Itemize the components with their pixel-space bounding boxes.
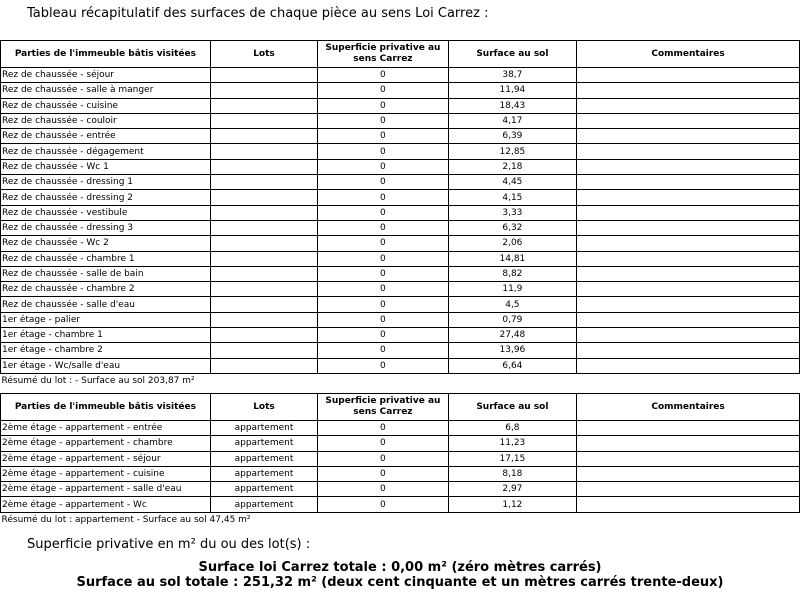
cell-partie: Rez de chaussée - dégagement [1, 144, 211, 159]
cell-lot [210, 328, 317, 343]
footer-sol-total: Surface au sol totale : 251,32 m² (deux cent cinquante et un mètres carrés trente-deux) [76, 575, 724, 590]
cell-lot [210, 144, 317, 159]
cell-surface-sol: 11,23 [448, 436, 576, 451]
cell-partie: 2ème étage - appartement - séjour [1, 451, 211, 466]
cell-commentaire [577, 236, 800, 251]
cell-surface-sol: 6,32 [448, 220, 576, 235]
cell-partie: 1er étage - chambre 1 [1, 328, 211, 343]
cell-commentaire [577, 343, 800, 358]
table-row [1, 159, 800, 174]
cell-partie: Rez de chaussée - salle de bain [1, 266, 211, 281]
cell-lot [210, 68, 317, 83]
lot-summary: Résumé du lot : appartement - Surface au sol 47,45 m² [1, 514, 251, 525]
table-row [1, 482, 800, 497]
cell-lot [210, 343, 317, 358]
cell-commentaire [577, 220, 800, 235]
cell-lot [210, 129, 317, 144]
cell-surface-sol: 2,18 [448, 159, 576, 174]
cell-carrez: 0 [318, 497, 448, 512]
cell-carrez: 0 [318, 482, 448, 497]
cell-carrez: 0 [318, 83, 448, 98]
cell-surface-sol: 8,82 [448, 266, 576, 281]
cell-carrez: 0 [318, 190, 448, 205]
cell-partie: 1er étage - chambre 2 [1, 343, 211, 358]
cell-lot [210, 159, 317, 174]
cell-surface-sol: 17,15 [448, 451, 576, 466]
table-row [1, 129, 800, 144]
header-parties: Parties de l'immeuble bâtis visitées [1, 394, 211, 421]
cell-lot [210, 220, 317, 235]
cell-carrez: 0 [318, 312, 448, 327]
cell-partie: Rez de chaussée - dressing 3 [1, 220, 211, 235]
cell-surface-sol: 27,48 [448, 328, 576, 343]
cell-carrez: 0 [318, 251, 448, 266]
table-row [1, 83, 800, 98]
cell-lot [210, 236, 317, 251]
cell-carrez: 0 [318, 236, 448, 251]
table-row [1, 328, 800, 343]
cell-surface-sol: 2,06 [448, 236, 576, 251]
cell-carrez: 0 [318, 220, 448, 235]
header-superficie: Superficie privative au sens Carrez [318, 41, 448, 68]
table-row [1, 175, 800, 190]
cell-commentaire [577, 175, 800, 190]
table-row [1, 98, 800, 113]
table-row [1, 266, 800, 281]
cell-partie: 1er étage - Wc/salle d'eau [1, 358, 211, 373]
header-surface-sol: Surface au sol [448, 41, 576, 68]
cell-commentaire [577, 205, 800, 220]
cell-surface-sol: 11,9 [448, 282, 576, 297]
header-superficie: Superficie privative au sens Carrez [318, 394, 448, 421]
cell-carrez: 0 [318, 436, 448, 451]
cell-carrez: 0 [318, 205, 448, 220]
cell-partie: Rez de chaussée - Wc 2 [1, 236, 211, 251]
cell-surface-sol: 2,97 [448, 482, 576, 497]
cell-lot [210, 190, 317, 205]
cell-lot [210, 251, 317, 266]
cell-partie: Rez de chaussée - salle à manger [1, 83, 211, 98]
table-2-body [1, 421, 800, 527]
cell-surface-sol: 18,43 [448, 98, 576, 113]
cell-lot [210, 83, 317, 98]
table-row [1, 144, 800, 159]
cell-lot [210, 98, 317, 113]
table-row [1, 251, 800, 266]
cell-commentaire [577, 266, 800, 281]
cell-commentaire [577, 482, 800, 497]
cell-carrez: 0 [318, 175, 448, 190]
cell-commentaire [577, 129, 800, 144]
cell-partie: Rez de chaussée - salle d'eau [1, 297, 211, 312]
cell-partie: Rez de chaussée - dressing 1 [1, 175, 211, 190]
cell-surface-sol: 1,12 [448, 497, 576, 512]
cell-commentaire [577, 297, 800, 312]
cell-carrez: 0 [318, 129, 448, 144]
cell-partie: 2ème étage - appartement - chambre [1, 436, 211, 451]
cell-commentaire [577, 497, 800, 512]
cell-commentaire [577, 190, 800, 205]
cell-partie: Rez de chaussée - Wc 1 [1, 159, 211, 174]
table-1-body [1, 68, 800, 388]
cell-commentaire [577, 113, 800, 128]
header-lots: Lots [210, 394, 317, 421]
header-commentaires: Commentaires [577, 394, 800, 421]
table-row [1, 421, 800, 436]
cell-commentaire [577, 358, 800, 373]
footer-superficie-label: Superficie privative en m² du ou des lot(s) : [27, 537, 311, 552]
cell-lot: appartement [210, 421, 317, 436]
cell-lot: appartement [210, 436, 317, 451]
cell-lot [210, 282, 317, 297]
cell-surface-sol: 6,39 [448, 129, 576, 144]
cell-commentaire [577, 421, 800, 436]
surfaces-table-2 [0, 393, 800, 527]
cell-lot [210, 113, 317, 128]
table-row [1, 205, 800, 220]
table-row [1, 497, 800, 512]
cell-surface-sol: 4,5 [448, 297, 576, 312]
cell-carrez: 0 [318, 358, 448, 373]
page-title: Tableau récapitulatif des surfaces de chaque pièce au sens Loi Carrez : [27, 6, 489, 21]
table-row [1, 297, 800, 312]
cell-carrez: 0 [318, 466, 448, 481]
table-row [1, 312, 800, 327]
surfaces-table-1 [0, 40, 800, 388]
table-row [1, 190, 800, 205]
cell-surface-sol: 6,64 [448, 358, 576, 373]
cell-partie: Rez de chaussée - dressing 2 [1, 190, 211, 205]
cell-partie: 2ème étage - appartement - Wc [1, 497, 211, 512]
cell-carrez: 0 [318, 297, 448, 312]
cell-partie: 2ème étage - appartement - cuisine [1, 466, 211, 481]
cell-partie: Rez de chaussée - entrée [1, 129, 211, 144]
cell-surface-sol: 13,96 [448, 343, 576, 358]
cell-carrez: 0 [318, 68, 448, 83]
cell-carrez: 0 [318, 159, 448, 174]
cell-surface-sol: 4,45 [448, 175, 576, 190]
table-header-row [1, 394, 800, 421]
footer-carrez-total: Surface loi Carrez totale : 0,00 m² (zéro mètres carrés) [198, 560, 602, 575]
cell-lot: appartement [210, 466, 317, 481]
cell-surface-sol: 14,81 [448, 251, 576, 266]
cell-commentaire [577, 466, 800, 481]
cell-partie: Rez de chaussée - couloir [1, 113, 211, 128]
cell-carrez: 0 [318, 328, 448, 343]
cell-lot [210, 297, 317, 312]
cell-carrez: 0 [318, 98, 448, 113]
cell-carrez: 0 [318, 421, 448, 436]
table-row [1, 113, 800, 128]
cell-surface-sol: 8,18 [448, 466, 576, 481]
cell-partie: Rez de chaussée - vestibule [1, 205, 211, 220]
cell-carrez: 0 [318, 266, 448, 281]
cell-lot [210, 205, 317, 220]
cell-lot [210, 266, 317, 281]
table-row [1, 68, 800, 83]
cell-lot: appartement [210, 482, 317, 497]
cell-lot: appartement [210, 497, 317, 512]
cell-commentaire [577, 68, 800, 83]
cell-lot [210, 175, 317, 190]
summary-row [1, 512, 800, 527]
cell-surface-sol: 3,33 [448, 205, 576, 220]
cell-commentaire [577, 159, 800, 174]
table-row [1, 282, 800, 297]
header-commentaires: Commentaires [577, 41, 800, 68]
cell-commentaire [577, 144, 800, 159]
cell-partie: Rez de chaussée - chambre 1 [1, 251, 211, 266]
cell-commentaire [577, 436, 800, 451]
cell-partie: Rez de chaussée - séjour [1, 68, 211, 83]
cell-commentaire [577, 328, 800, 343]
cell-commentaire [577, 282, 800, 297]
table-header-row [1, 41, 800, 68]
cell-commentaire [577, 312, 800, 327]
cell-commentaire [577, 251, 800, 266]
cell-partie: 2ème étage - appartement - entrée [1, 421, 211, 436]
cell-commentaire [577, 451, 800, 466]
cell-carrez: 0 [318, 144, 448, 159]
cell-lot: appartement [210, 451, 317, 466]
cell-surface-sol: 11,94 [448, 83, 576, 98]
cell-surface-sol: 4,17 [448, 113, 576, 128]
cell-carrez: 0 [318, 282, 448, 297]
table-row [1, 220, 800, 235]
cell-carrez: 0 [318, 343, 448, 358]
cell-partie: Rez de chaussée - cuisine [1, 98, 211, 113]
header-lots: Lots [210, 41, 317, 68]
cell-carrez: 0 [318, 451, 448, 466]
table-row [1, 358, 800, 373]
cell-carrez: 0 [318, 113, 448, 128]
header-surface-sol: Surface au sol [448, 394, 576, 421]
table-row [1, 451, 800, 466]
cell-partie: 1er étage - palier [1, 312, 211, 327]
cell-surface-sol: 4,15 [448, 190, 576, 205]
cell-lot [210, 358, 317, 373]
table-row [1, 236, 800, 251]
lot-summary: Résumé du lot : - Surface au sol 203,87 m² [1, 375, 195, 386]
cell-commentaire [577, 83, 800, 98]
cell-partie: 2ème étage - appartement - salle d'eau [1, 482, 211, 497]
cell-surface-sol: 38,7 [448, 68, 576, 83]
cell-partie: Rez de chaussée - chambre 2 [1, 282, 211, 297]
cell-surface-sol: 6,8 [448, 421, 576, 436]
header-parties: Parties de l'immeuble bâtis visitées [1, 41, 211, 68]
cell-surface-sol: 12,85 [448, 144, 576, 159]
summary-row [1, 373, 800, 388]
cell-lot [210, 312, 317, 327]
cell-commentaire [577, 98, 800, 113]
table-row [1, 343, 800, 358]
table-row [1, 436, 800, 451]
table-row [1, 466, 800, 481]
cell-surface-sol: 0,79 [448, 312, 576, 327]
